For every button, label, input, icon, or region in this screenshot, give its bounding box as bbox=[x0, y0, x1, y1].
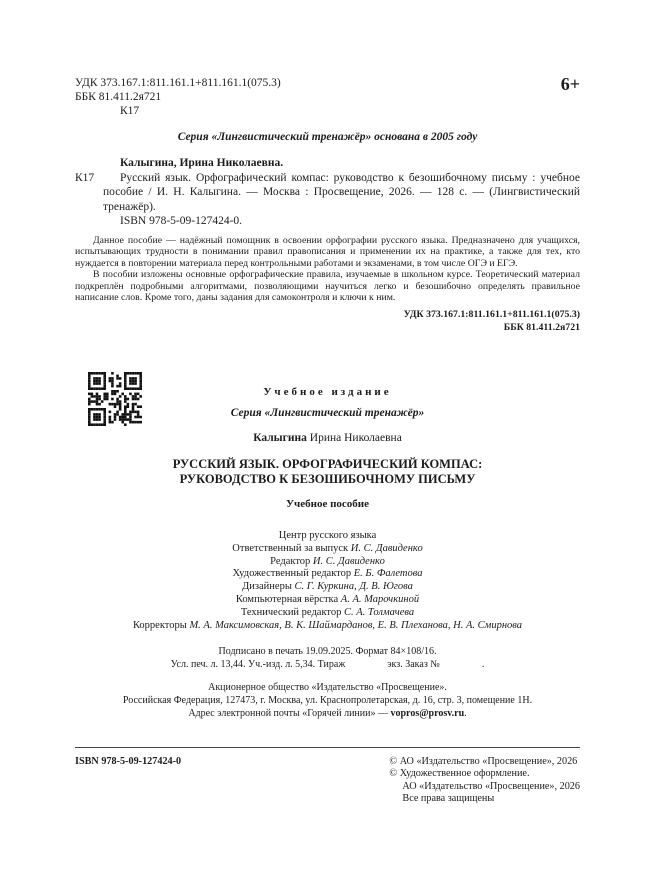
staff-row bbox=[75, 594, 580, 607]
staff-row bbox=[75, 568, 580, 581]
edition-author-firstnames: Ирина Николаевна bbox=[309, 432, 402, 445]
staff-names: Е. Б. Фалетова bbox=[353, 568, 423, 580]
qr-code-image bbox=[88, 372, 142, 426]
print-volume-line bbox=[75, 659, 580, 672]
staff-names: А. А. Марочкиной bbox=[340, 594, 420, 606]
staff-role: Редактор bbox=[270, 555, 311, 567]
staff-role: Компьютерная вёрстка bbox=[235, 594, 339, 606]
staff-row bbox=[75, 556, 580, 569]
staff-row bbox=[75, 581, 580, 594]
print-run-info bbox=[75, 646, 580, 671]
line-end-period: . bbox=[481, 658, 485, 670]
staff-names: С. Г. Куркина, Д. В. Югова bbox=[294, 581, 413, 593]
book-subtitle: Учебное пособие bbox=[285, 498, 370, 511]
staff-names: И. С. Давиденко bbox=[350, 542, 423, 554]
publisher-name: Акционерное общество «Издательство «Просвещение». bbox=[208, 682, 447, 694]
staff-names: И. С. Давиденко bbox=[312, 555, 385, 567]
staff-row bbox=[75, 543, 580, 556]
staff-center-name: Центр русского языка bbox=[278, 530, 377, 542]
edition-author bbox=[75, 432, 580, 444]
classification-codes-bottom bbox=[75, 309, 580, 334]
author-sign-code: К17 bbox=[120, 105, 140, 117]
edition-series: Серия «Лингвистический тренажёр» bbox=[230, 407, 425, 420]
publisher-email-line bbox=[75, 708, 580, 721]
staff-role: Художественный редактор bbox=[232, 568, 352, 580]
udk-code: УДК 373.167.1:811.161.1+811.161.1(075.3) bbox=[75, 77, 281, 89]
staff-role: Ответственный за выпуск bbox=[232, 542, 349, 554]
staff-names: С. А. Толмачева bbox=[344, 606, 415, 618]
print-date-format: Подписано в печать 19.09.2025. Формат 84×108/16. bbox=[218, 646, 437, 658]
udk-code-bottom: УДК 373.167.1:811.161.1+811.161.1(075.3) bbox=[403, 309, 580, 321]
staff-role: Корректоры bbox=[132, 619, 187, 631]
bbk-code: ББК 81.411.2я721 bbox=[75, 91, 162, 103]
edition-author-lastname: Калыгина bbox=[253, 432, 307, 445]
staff-row bbox=[75, 620, 580, 633]
staff-role: Дизайнеры bbox=[242, 581, 292, 593]
footer bbox=[75, 756, 580, 806]
order-number-text: экз. Заказ № bbox=[387, 658, 440, 670]
annotation-paragraph-2: В пособии изложены основные орфографические правила, изучаемые в школьном курсе. Теоретический материал подкреплён подробными алгоритмами, позволяющими научиться легко и безошибочно определять правильное написание слов. Кроме того, даны задания для самоконтроля и ключи к ним. bbox=[75, 269, 580, 304]
annotation bbox=[75, 235, 580, 305]
copyright-line-4: Все права защищены bbox=[402, 793, 495, 805]
publisher-address: Российская Федерация, 127473, г. Москва, ул. Краснопролетарская, д. 16, стр. 3, помещение 1Н. bbox=[122, 695, 533, 707]
classification-codes bbox=[75, 76, 580, 118]
age-rating-badge: 6+ bbox=[560, 74, 580, 94]
qr-code bbox=[88, 372, 142, 426]
series-founding-note: Серия «Лингвистический тренажёр» основана в 2005 году bbox=[177, 131, 478, 143]
book-title-line-1: РУССКИЙ ЯЗЫК. ОРФОГРАФИЧЕСКИЙ КОМПАС: bbox=[172, 457, 483, 472]
entry-author-sign: К17 bbox=[75, 171, 95, 184]
publisher-email: vopros@prosv.ru bbox=[390, 708, 465, 720]
staff-names: М. А. Максимовская, В. К. Шаймарданов, Е. В. Плеханова, Н. А. Смирнова bbox=[189, 619, 523, 631]
copyright-line-2: © Художественное оформление. bbox=[389, 768, 530, 780]
publisher-info bbox=[75, 682, 580, 720]
annotation-paragraph-1: Данное пособие — надёжный помощник в освоении орфографии русского языка. Предназначено для учащихся, испытывающих трудности в понимании правил правописания и применении их на практике, а также для тех, кто нуждается в повторении материала перед контрольными работами и экзаменами, в том числе ОГЭ и ЕГЭ. bbox=[75, 234, 580, 269]
staff-credits bbox=[75, 530, 580, 632]
staff-role: Технический редактор bbox=[240, 606, 342, 618]
entry-isbn: ISBN 978-5-09-127424-0. bbox=[120, 215, 243, 227]
print-volume-text: Усл. печ. л. 13,44. Уч.-изд. л. 5,34. Тираж bbox=[170, 658, 346, 670]
divider-rule bbox=[75, 747, 580, 748]
bibliographic-entry bbox=[75, 156, 580, 229]
copyright-block bbox=[389, 756, 580, 806]
email-label: Адрес электронной почты «Горячей линии» — bbox=[188, 708, 391, 720]
entry-author-heading: Калыгина, Ирина Николаевна. bbox=[120, 157, 284, 169]
copyright-line-1: © АО «Издательство «Просвещение», 2026 bbox=[389, 755, 578, 767]
entry-description: Русский язык. Орфографический компас: руководство к безошибочному письму : учебное пособие / И. Н. Калыгина. — Москва : Просвещение, 2026. — 128 с. — (Лингвистический тренажёр). bbox=[103, 171, 580, 213]
bbk-code-bottom: ББК 81.411.2я721 bbox=[503, 321, 580, 333]
entry-description-block bbox=[75, 171, 580, 215]
copyright-line-3: АО «Издательство «Просвещение», 2026 bbox=[402, 780, 580, 792]
isbn-bottom: ISBN 978-5-09-127424-0 bbox=[75, 755, 182, 767]
email-suffix: . bbox=[464, 708, 467, 720]
edition-kind: Учебное издание bbox=[263, 386, 392, 399]
staff-row bbox=[75, 607, 580, 620]
book-title bbox=[75, 457, 580, 486]
book-title-line-2: РУКОВОДСТВО К БЕЗОШИБОЧНОМУ ПИСЬМУ bbox=[179, 471, 476, 486]
top-codes-row bbox=[75, 76, 580, 118]
